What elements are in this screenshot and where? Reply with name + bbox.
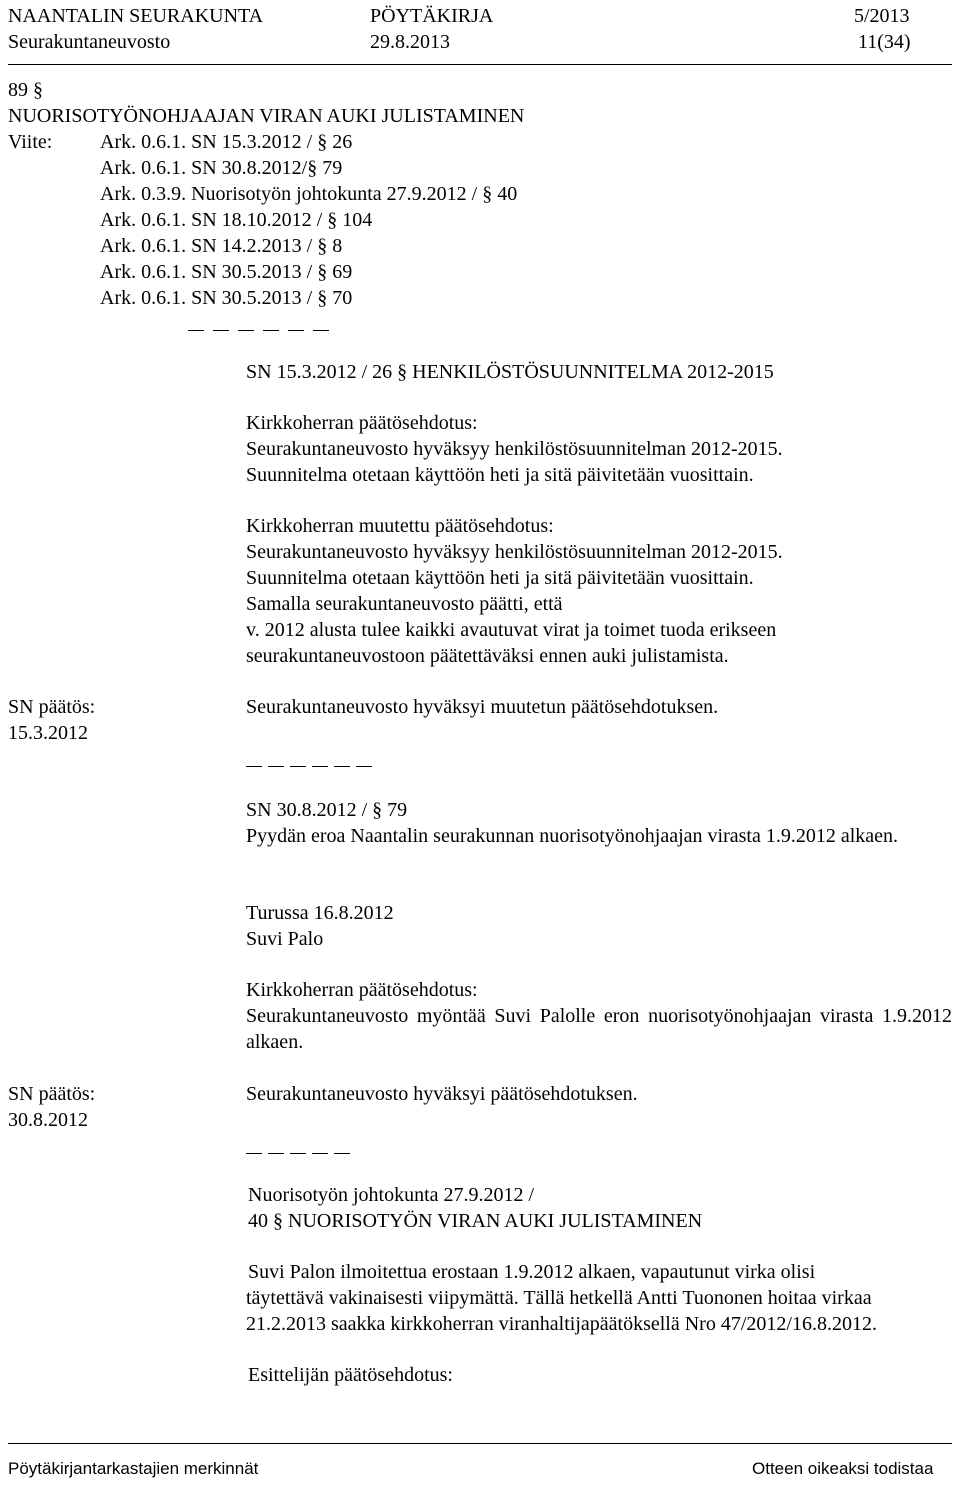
section-number: 89 §	[8, 79, 43, 101]
reference-line: Ark. 0.6.1. SN 18.10.2012 / § 104	[100, 209, 373, 231]
footer-right: Otteen oikeaksi todistaa	[752, 1459, 934, 1478]
header-date: 29.8.2013	[370, 31, 450, 53]
proposal-line: Suunnitelma otetaan käyttöön heti ja sitä päivitetään vuosittain.	[246, 464, 754, 486]
decision-text: Seurakuntaneuvosto hyväksyi päätösehdotuksen.	[246, 1083, 638, 1105]
decision-label: SN päätös:	[8, 696, 96, 718]
sn-heading: SN 15.3.2012 / 26 § HENKILÖSTÖSUUNNITELMA 2012-2015	[246, 361, 774, 383]
footer-left: Pöytäkirjantarkastajien merkinnät	[8, 1459, 259, 1478]
board-heading-line: 40 § NUORISOTYÖN VIRAN AUKI JULISTAMINEN	[248, 1210, 703, 1232]
decision-date: 15.3.2012	[8, 722, 88, 744]
header-doc-type: PÖYTÄKIRJA	[370, 5, 494, 27]
amended-proposal-label: Kirkkoherran muutettu päätösehdotus:	[246, 515, 554, 537]
board-body-line: täytettävä vakinaisesti viipymättä. Tällä hetkellä Antti Tuononen hoitaa virkaa	[246, 1287, 872, 1309]
header-number: 5/2013	[854, 5, 910, 27]
board-heading-line: Nuorisotyön johtokunta 27.9.2012 /	[248, 1184, 535, 1206]
proposal-label: Kirkkoherran päätösehdotus:	[246, 979, 478, 1001]
amended-proposal-line: seurakuntaneuvostoon päätettäväksi ennen auki julistamista.	[246, 645, 729, 667]
reference-label: Viite:	[8, 131, 53, 153]
dash-separator	[188, 330, 328, 332]
amended-proposal-line: Samalla seurakuntaneuvosto päätti, että	[246, 593, 563, 615]
board-body-line: Suvi Palon ilmoitettua erostaan 1.9.2012 alkaen, vapautunut virka olisi	[248, 1261, 816, 1283]
header-org: NAANTALIN SEURAKUNTA	[8, 5, 264, 27]
resignation-letter: Pyydän eroa Naantalin seurakunnan nuorisotyönohjaajan virasta 1.9.2012 alkaen.	[246, 825, 899, 847]
decision-label: SN päätös:	[8, 1083, 96, 1105]
signature: Suvi Palo	[246, 928, 324, 950]
decision-text: Seurakuntaneuvosto hyväksyi muutetun päätösehdotuksen.	[246, 696, 719, 718]
amended-proposal-line: v. 2012 alusta tulee kaikki avautuvat virat ja toimet tuoda erikseen	[246, 619, 777, 641]
reference-line: Ark. 0.6.1. SN 30.5.2013 / § 69	[100, 261, 353, 283]
footer-rule	[8, 1443, 952, 1444]
proposal-label: Kirkkoherran päätösehdotus:	[246, 412, 478, 434]
board-body-line: 21.2.2013 saakka kirkkoherran viranhaltijapäätöksellä Nro 47/2012/16.8.2012.	[246, 1313, 877, 1335]
reference-line: Ark. 0.6.1. SN 14.2.2013 / § 8	[100, 235, 343, 257]
dash-separator	[246, 1153, 356, 1155]
decision-date: 30.8.2012	[8, 1109, 88, 1131]
reference-line: Ark. 0.6.1. SN 15.3.2012 / § 26	[100, 131, 353, 153]
item-title: NUORISOTYÖNOHJAAJAN VIRAN AUKI JULISTAMINEN	[8, 105, 525, 127]
sn-heading: SN 30.8.2012 / § 79	[246, 799, 408, 821]
presenter-proposal-label: Esittelijän päätösehdotus:	[248, 1364, 453, 1386]
dash-separator	[246, 766, 386, 768]
amended-proposal-line: Suunnitelma otetaan käyttöön heti ja sitä päivitetään vuosittain.	[246, 567, 754, 589]
proposal-line: Seurakuntaneuvosto hyväksyy henkilöstösuunnitelman 2012-2015.	[246, 438, 783, 460]
header-body: Seurakuntaneuvosto	[8, 31, 171, 53]
header-page: 11(34)	[858, 31, 911, 53]
reference-line: Ark. 0.6.1. SN 30.5.2013 / § 70	[100, 287, 353, 309]
reference-line: Ark. 0.6.1. SN 30.8.2012/§ 79	[100, 157, 343, 179]
header-rule	[8, 64, 952, 65]
proposal-text: Seurakuntaneuvosto myöntää Suvi Palolle eron nuorisotyönohjaajan virasta 1.9.2012 alkaen.	[246, 1005, 952, 1053]
reference-line: Ark. 0.3.9. Nuorisotyön johtokunta 27.9.2012 / § 40	[100, 183, 518, 205]
place-date: Turussa 16.8.2012	[246, 902, 394, 924]
amended-proposal-line: Seurakuntaneuvosto hyväksyy henkilöstösuunnitelman 2012-2015.	[246, 541, 783, 563]
